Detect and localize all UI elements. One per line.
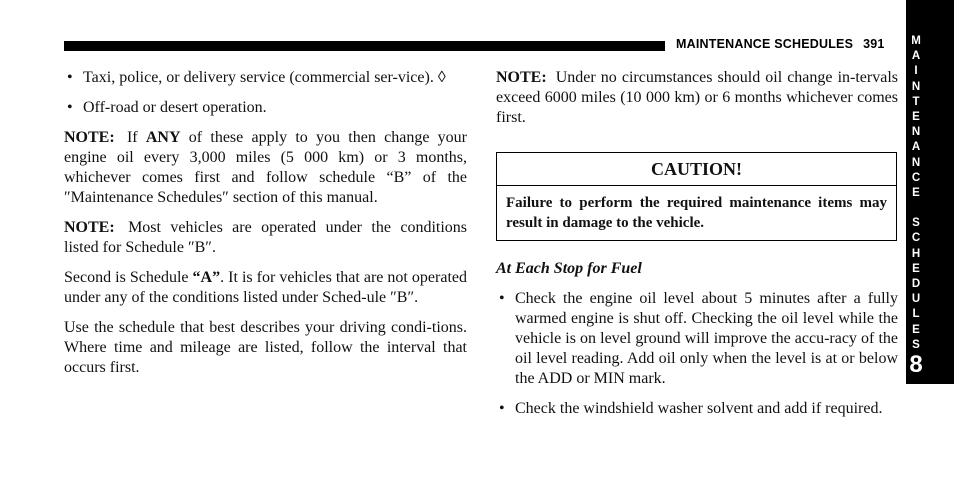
- side-letter: D: [911, 278, 921, 291]
- list-item: [64, 98, 467, 118]
- left-column: [64, 68, 467, 388]
- bullet-icon: •: [67, 69, 73, 86]
- side-letter: L: [912, 308, 920, 321]
- side-letter: N: [911, 126, 921, 139]
- list-item-text: Check the windshield washer solvent and add if required.: [515, 400, 883, 417]
- side-letter: E: [912, 262, 920, 275]
- side-letter: A: [911, 141, 921, 154]
- side-letter: E: [912, 323, 920, 336]
- list-item-text: Taxi, police, or delivery service (commercial ser-vice). ◊: [83, 69, 446, 86]
- page-number: 391: [863, 37, 885, 51]
- note-label: NOTE:: [64, 129, 115, 146]
- side-letter: I: [914, 65, 918, 78]
- note-emphasis: ANY: [145, 129, 181, 146]
- caution-box: [496, 152, 897, 241]
- section-subheading: At Each Stop for Fuel: [496, 260, 642, 277]
- body-paragraph: [64, 268, 467, 308]
- side-letter: E: [912, 187, 920, 200]
- list-item: [496, 289, 898, 389]
- side-letter: U: [911, 293, 921, 306]
- header-rule: [64, 41, 665, 51]
- note-label: NOTE:: [64, 219, 115, 236]
- caution-title: CAUTION!: [497, 153, 896, 186]
- note-paragraph: [496, 68, 898, 128]
- side-letter: A: [911, 50, 921, 63]
- side-letter: H: [911, 247, 921, 260]
- side-letter: N: [911, 156, 921, 169]
- note-text: of these apply to you then change your engine oil every 3,000 miles (5 000 km) or 3 months, whichever comes first and follow schedule “B” of the ″Maintenance Schedules″ section of this manual.: [64, 129, 468, 206]
- side-letter: T: [912, 95, 920, 108]
- side-letter: S: [912, 217, 920, 230]
- side-tab-letters: [906, 34, 926, 353]
- section-title: MAINTENANCE SCHEDULES: [676, 37, 854, 51]
- side-letter: S: [912, 338, 920, 351]
- note-label: NOTE:: [496, 69, 547, 86]
- body-paragraph: Use the schedule that best describes your driving condi-tions. Where time and mileage are listed, follow the interval that occurs first.: [64, 319, 467, 376]
- note-text: Most vehicles are operated under the conditions listed for Schedule ″B″.: [64, 219, 468, 256]
- side-letter: C: [911, 171, 921, 184]
- side-letter-gap: [906, 201, 926, 216]
- list-item-text: Off-road or desert operation.: [83, 99, 267, 116]
- paragraph-text: . It is for vehicles that are not operated under any of the conditions listed under Sched-ule ″B″.: [64, 269, 467, 306]
- chapter-number: 8: [909, 351, 923, 378]
- running-header: [676, 37, 885, 51]
- paragraph-text: Second is Schedule: [64, 269, 193, 286]
- side-letter: E: [912, 111, 920, 124]
- list-item-text: Check the engine oil level about 5 minutes after a fully warmed engine is shut off. Checking the oil level while the vehicle is on level ground will improve the accu-racy of the oil level reading. Add oil only when the level is at or below the ADD or MIN mark.: [515, 290, 898, 387]
- bullet-icon: •: [67, 99, 73, 116]
- side-letter: M: [911, 35, 921, 47]
- note-text: If: [126, 129, 146, 146]
- bullet-icon: •: [499, 290, 505, 307]
- right-column: [496, 68, 898, 429]
- note-text: Under no circumstances should oil change in-tervals exceed 6000 miles (10 000 km) or 6 months whichever comes first.: [496, 69, 898, 126]
- caution-text: Failure to perform the required maintenance items may result in damage to the vehicle.: [506, 195, 887, 231]
- list-item: [64, 68, 467, 88]
- side-letter: N: [911, 80, 921, 93]
- schedule-emphasis: “A”: [192, 269, 221, 286]
- list-item: [496, 399, 898, 419]
- bullet-icon: •: [499, 400, 505, 417]
- note-paragraph: [64, 218, 467, 258]
- note-paragraph: [64, 128, 467, 208]
- side-letter: C: [911, 232, 921, 245]
- chapter-side-tab: [906, 0, 954, 384]
